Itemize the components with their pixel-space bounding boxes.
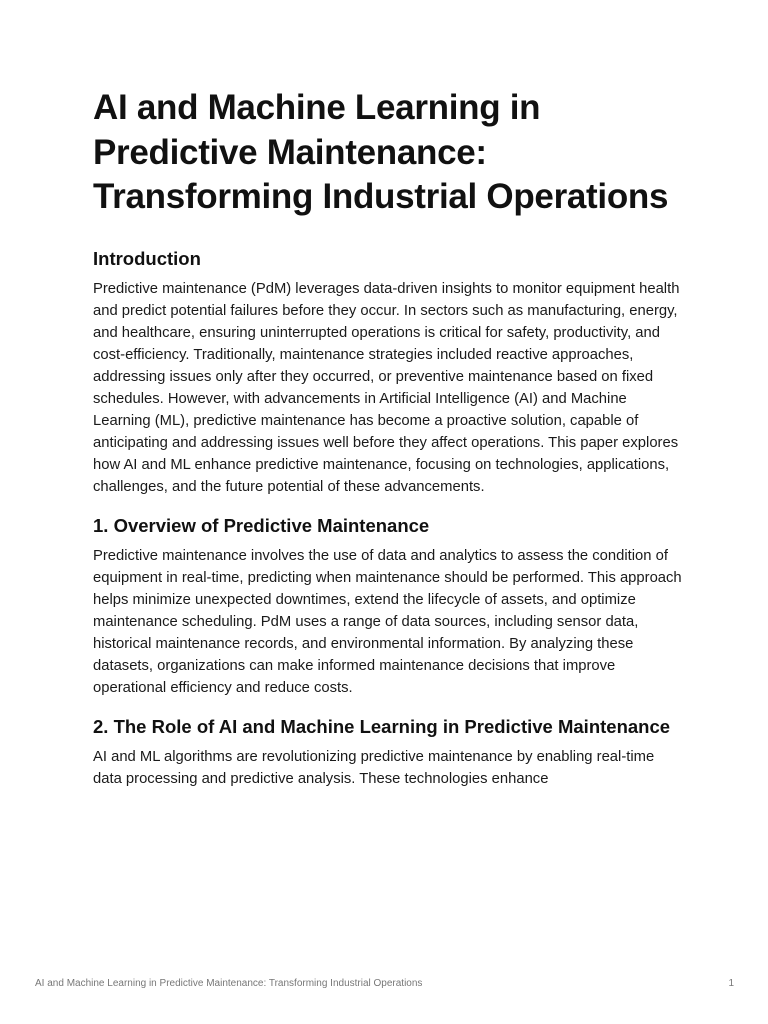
section-heading-introduction: Introduction <box>93 247 201 269</box>
document-page <box>93 86 683 790</box>
section-paragraph-ai-ml-role: AI and ML algorithms are revolutionizing predictive maintenance by enabling real-time data processing and predictive analysis. These technologies enhance <box>93 748 655 787</box>
section-heading-ai-ml-role: 2. The Role of AI and Machine Learning in Predictive Maintenance <box>93 715 671 737</box>
section-heading-overview: 1. Overview of Predictive Maintenance <box>93 514 430 536</box>
footer-page-number: 1 <box>728 978 734 989</box>
document-title: AI and Machine Learning in Predictive Maintenance: Transforming Industrial Operations <box>93 88 669 216</box>
section-paragraph-introduction: Predictive maintenance (PdM) leverages data-driven insights to monitor equipment health and predict potential failures before they occur. In sectors such as manufacturing, energy, and healthcare, ensuring uninterrupted operations is critical for safety, productivity, and cost-efficiency. Traditionally, maintenance strategies included reactive approaches, addressing issues only after they occurred, or preventive maintenance based on fixed schedules. However, with advancements in Artificial Intelligence (AI) and Machine Learning (ML), predictive maintenance has become a proactive solution, capable of anticipating and addressing issues well before they affect operations. This paper explores how AI and ML enhance predictive maintenance, focusing on technologies, applications, challenges, and the future potential of these advancements. <box>93 280 680 495</box>
section-paragraph-overview: Predictive maintenance involves the use of data and analytics to assess the condition of equipment in real-time, predicting when maintenance should be performed. This approach helps minimize unexpected downtimes, extend the lifecycle of assets, and optimize maintenance scheduling. PdM uses a range of data sources, including sensor data, historical maintenance records, and environmental information. By analyzing these datasets, organizations can make informed maintenance decisions that improve operational efficiency and reduce costs. <box>93 547 682 696</box>
footer-running-title: AI and Machine Learning in Predictive Maintenance: Transforming Industrial Operations <box>35 978 423 989</box>
